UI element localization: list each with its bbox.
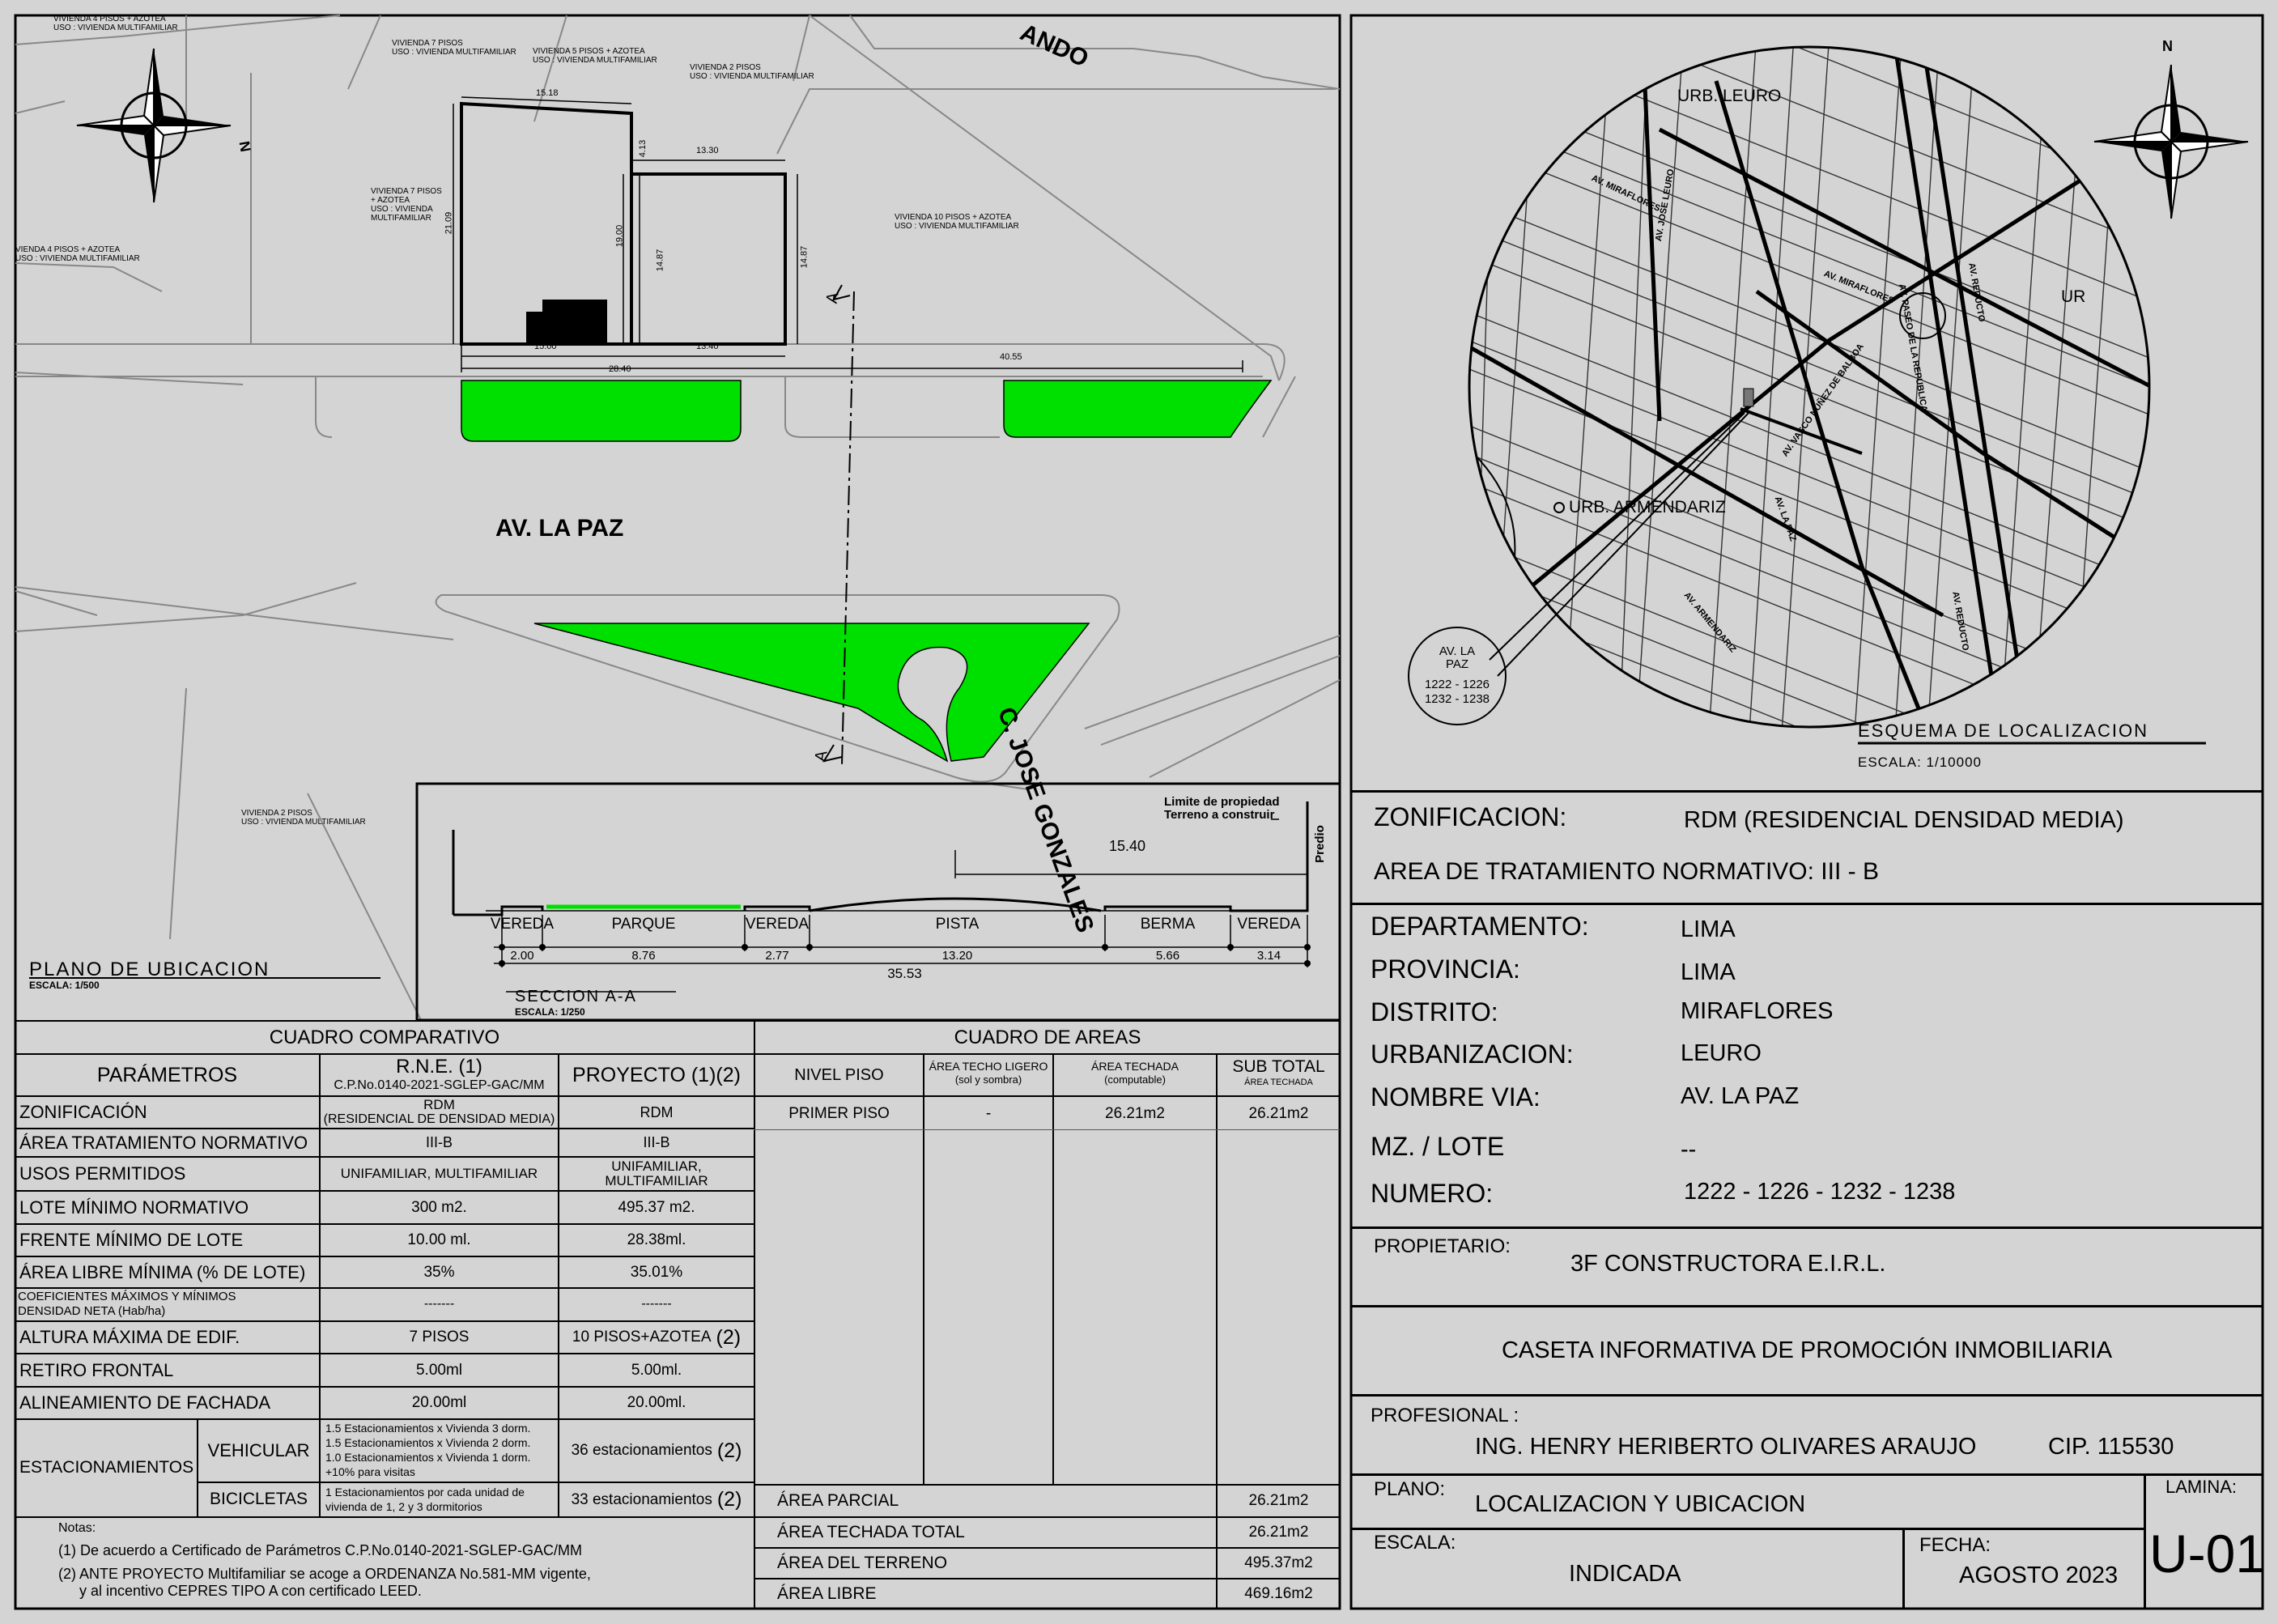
street-av-la-paz: AV. LA PAZ <box>495 515 624 542</box>
loc-street-balboa: AV. VASCO NUÑEZ DE BALBOA <box>1780 342 1866 459</box>
areas-techada-total-value: 26.21m2 <box>1248 1524 1309 1541</box>
dim-15-00: 15.00 <box>534 342 557 351</box>
dim-40-55: 40.55 <box>1000 352 1022 362</box>
info-nombre-via-value: AV. LA PAZ <box>1681 1083 1800 1109</box>
section-dim-4: 13.20 <box>941 949 973 963</box>
plan-label-v7b-4: MULTIFAMILIAR <box>371 214 431 223</box>
areas-header-techada: ÁREA TECHADA <box>1091 1059 1179 1073</box>
info-profesional-label: PROFESIONAL : <box>1371 1405 1519 1426</box>
loc-callout-2: PAZ <box>1445 657 1469 672</box>
info-numero-label: NUMERO: <box>1371 1179 1494 1208</box>
rne-alineamiento: 20.00ml <box>411 1394 467 1412</box>
plan-label-v2b: VIVIENDA 2 PISOS <box>241 809 312 818</box>
note-2b: y al incentivo CEPRES TIPO A con certificado LEED. <box>79 1583 422 1599</box>
param-vehicular: VEHICULAR <box>207 1440 310 1461</box>
info-distrito-label: DISTRITO: <box>1371 997 1498 1027</box>
loc-scale: ESCALA: 1/10000 <box>1858 755 1982 770</box>
areas-row-nivel: PRIMER PISO <box>788 1105 890 1123</box>
note-1: (1) De acuerdo a Certificado de Parámetros C.P.No.0140-2021-SGLEP-GAC/MM <box>58 1542 582 1558</box>
dim-19-00: 19.00 <box>614 224 625 248</box>
dim-4-13: 4.13 <box>638 139 648 158</box>
section-dim-top: 15.40 <box>1109 838 1146 854</box>
info-lamina-value: U-01 <box>2149 1524 2266 1584</box>
proj-retiro: 5.00ml. <box>631 1361 682 1379</box>
section-part-vereda-1: VEREDA <box>490 916 555 933</box>
areas-row-ligero: - <box>985 1105 992 1123</box>
param-coeficientes: COEFICIENTES MÁXIMOS Y MÍNIMOS <box>18 1290 236 1304</box>
proj-lote: 495.37 m2. <box>618 1198 695 1216</box>
areas-row-techada: 26.21m2 <box>1105 1105 1165 1123</box>
dim-13-30: 13.30 <box>696 146 719 155</box>
proj-vehicular-value: 36 estacionamientos <box>571 1442 712 1460</box>
plan-label-v5: VIVIENDA 5 PISOS + AZOTEA <box>533 47 645 56</box>
section-dim-2: 8.76 <box>631 949 656 963</box>
rne-bic-2: vivienda de 1, 2 y 3 dormitorios <box>325 1499 482 1513</box>
section-mark-bottom: A <box>811 749 831 763</box>
info-project-name: CASETA INFORMATIVA DE PROMOCIÓN INMOBILIARIA <box>1501 1337 2113 1364</box>
info-numero-value: 1222 - 1226 - 1232 - 1238 <box>1684 1179 1956 1205</box>
street-jose-gonzales: C. JOSE GONZALES <box>992 704 1099 937</box>
loc-street-lapaz: AV. LA PAZ <box>1772 495 1798 543</box>
comparativo-header-rne-cert: C.P.No.0140-2021-SGLEP-GAC/MM <box>334 1078 545 1092</box>
param-estacionamientos: ESTACIONAMIENTOS <box>19 1458 194 1477</box>
proj-bicicletas <box>559 1483 754 1516</box>
param-alineamiento: ALINEAMIENTO DE FACHADA <box>19 1392 271 1414</box>
proj-alineamiento: 20.00ml. <box>627 1394 686 1412</box>
plan-label-v7b-2: + AZOTEA <box>371 196 410 205</box>
section-dim-total: 35.53 <box>887 966 922 982</box>
plan-label-v4-uso: USO : VIVIENDA MULTIFAMILIAR <box>15 254 140 263</box>
rne-zonificacion: RDM <box>423 1097 455 1113</box>
section-title: SECCION A-A <box>515 988 637 1005</box>
comparativo-header-proyecto: PROYECTO (1)(2) <box>572 1063 741 1086</box>
proj-bicicletas-note: (2) <box>716 1488 742 1511</box>
dim-15-18: 15.18 <box>536 88 559 98</box>
param-densidad: DENSIDAD NETA (Hab/ha) <box>18 1304 166 1319</box>
areas-header-techada-sub: (computable) <box>1104 1073 1166 1086</box>
info-fecha-label: FECHA: <box>1919 1534 1991 1556</box>
loc-street-reducto-2: AV. REDUCTO <box>1950 590 1970 652</box>
param-altura: ALTURA MÁXIMA DE EDIF. <box>19 1327 240 1348</box>
loc-urb-partial: UR <box>2061 287 2086 306</box>
plan-label-v7b-1: VIVIENDA 7 PISOS <box>371 187 442 196</box>
proj-densidad: ------- <box>641 1297 672 1312</box>
proj-altura <box>559 1322 754 1353</box>
rne-area-libre: 35% <box>423 1263 455 1281</box>
dim-28-40: 28.40 <box>609 364 631 374</box>
loc-street-reducto-1: AV. REDUCTO <box>1966 261 1987 323</box>
section-part-vereda-3: VEREDA <box>1237 916 1301 933</box>
info-distrito-value: MIRAFLORES <box>1681 998 1834 1024</box>
info-departamento-label: DEPARTAMENTO: <box>1371 912 1589 941</box>
areas-terreno-value: 495.37m2 <box>1244 1554 1313 1572</box>
info-zonificacion-label: ZONIFICACION: <box>1374 802 1567 831</box>
proj-vehicular <box>559 1420 754 1482</box>
proj-zonificacion: RDM <box>640 1103 674 1120</box>
param-frente: FRENTE MÍNIMO DE LOTE <box>19 1230 244 1251</box>
notes-title: Notas: <box>58 1521 96 1535</box>
plan-label-v10: VIVIENDA 10 PISOS + AZOTEA <box>895 213 1012 222</box>
info-escala-value: INDICADA <box>1569 1561 1681 1587</box>
plan-label-v7a: VIVIENDA 7 PISOS <box>392 39 463 48</box>
info-nombre-via-label: NOMBRE VIA: <box>1371 1082 1541 1112</box>
loc-street-miraflores-1: AV. MIRAFLORES <box>1589 173 1662 214</box>
proj-area-libre: 35.01% <box>630 1263 683 1281</box>
areas-header-ligero-sub: (sol y sombra) <box>954 1073 1022 1086</box>
info-provincia-value: LIMA <box>1681 959 1736 985</box>
proj-altura-value: 10 PISOS+AZOTEA <box>572 1329 712 1346</box>
note-2a: (2) ANTE PROYECTO Multifamiliar se acoge a ORDENANZA No.581-MM vigente, <box>58 1566 591 1582</box>
comparativo-header-param: PARÁMETROS <box>96 1063 238 1086</box>
info-mz-lote-label: MZ. / LOTE <box>1371 1132 1505 1161</box>
info-cip: CIP. 115530 <box>2048 1434 2174 1460</box>
rne-veh-4: +10% para visitas <box>325 1465 415 1479</box>
rne-atn: III-B <box>425 1134 453 1151</box>
loc-street-paseo: AV. PASEO DE LA REPUBLICA <box>1897 283 1929 413</box>
info-propietario-value: 3F CONSTRUCTORA E.I.R.L. <box>1570 1251 1886 1277</box>
proj-vehicular-note: (2) <box>716 1439 742 1462</box>
param-lote: LOTE MÍNIMO NORMATIVO <box>19 1197 249 1218</box>
section-dim-1: 2.00 <box>510 949 534 963</box>
plan-label-v7b-3: USO : VIVIENDA <box>371 205 433 214</box>
section-part-vereda-2: VEREDA <box>745 916 810 933</box>
comparativo-title: CUADRO COMPARATIVO <box>269 1026 500 1048</box>
info-lamina-label: LAMINA: <box>2165 1477 2238 1497</box>
section-dim-6: 3.14 <box>1256 949 1281 963</box>
info-plano-value: LOCALIZACION Y UBICACION <box>1475 1491 1806 1517</box>
info-fecha-value: AGOSTO 2023 <box>1959 1562 2119 1588</box>
info-zonificacion-value: RDM (RESIDENCIAL DENSIDAD MEDIA) <box>1684 807 2124 833</box>
street-top: ANDO <box>1016 19 1093 73</box>
section-part-berma: BERMA <box>1140 916 1196 933</box>
rne-altura: 7 PISOS <box>409 1329 470 1346</box>
areas-header-nivel: NIVEL PISO <box>794 1065 884 1084</box>
info-profesional-value: ING. HENRY HERIBERTO OLIVARES ARAUJO <box>1475 1434 1977 1460</box>
section-limit-1: Limite de propiedad <box>1164 795 1280 809</box>
plan-label-v4-top: VIVIENDA 4 PISOS + AZOTEA <box>53 15 166 23</box>
plan-scale: ESCALA: 1/500 <box>29 980 100 991</box>
north-label-right: N <box>2162 38 2173 54</box>
loc-urb-leuro: URB. LEURO <box>1677 87 1782 105</box>
info-urbanizacion-value: LEURO <box>1681 1040 1762 1066</box>
info-propietario-label: PROPIETARIO: <box>1374 1235 1511 1257</box>
rne-densidad: ------- <box>423 1297 455 1312</box>
plan-label-v2b-uso: USO : VIVIENDA MULTIFAMILIAR <box>241 818 366 827</box>
plan-label-uso-top: USO : VIVIENDA MULTIFAMILIAR <box>53 23 178 32</box>
plan-label-v5-uso: USO : VIVIENDA MULTIFAMILIAR <box>533 56 657 65</box>
loc-callout-3: 1222 - 1226 <box>1424 678 1490 692</box>
comparativo-header-rne: R.N.E. (1) <box>396 1056 482 1078</box>
info-escala-label: ESCALA: <box>1374 1532 1456 1554</box>
section-part-pista: PISTA <box>935 916 980 933</box>
areas-parcial-label: ÁREA PARCIAL <box>777 1490 899 1510</box>
areas-row-subtotal: 26.21m2 <box>1248 1105 1309 1123</box>
param-bicicletas: BICICLETAS <box>210 1490 308 1509</box>
proj-frente: 28.38ml. <box>627 1231 686 1249</box>
loc-urb-armendariz: URB. ARMENDARIZ <box>1569 498 1726 517</box>
loc-street-jose-leuro: AV. JOSE LEURO <box>1653 168 1677 243</box>
rne-frente: 10.00 ml. <box>407 1231 471 1249</box>
dim-21-09: 21.09 <box>444 211 454 235</box>
areas-libre-label: ÁREA LIBRE <box>777 1584 877 1603</box>
dim-13-40: 13.40 <box>696 342 719 351</box>
param-retiro: RETIRO FRONTAL <box>19 1359 174 1380</box>
rne-veh-3: 1.0 Estacionamientos x Vivienda 1 dorm. <box>325 1451 531 1465</box>
proj-altura-note: (2) <box>716 1325 742 1349</box>
rne-usos: UNIFAMILIAR, MULTIFAMILIAR <box>340 1166 538 1182</box>
param-zonificacion: ZONIFICACIÓN <box>19 1102 147 1123</box>
section-predio: Predio <box>1312 825 1327 863</box>
rne-veh-2: 1.5 Estacionamientos x Vivienda 2 dorm. <box>325 1436 531 1450</box>
section-scale: ESCALA: 1/250 <box>515 1006 585 1018</box>
proj-bicicletas-value: 33 estacionamientos <box>571 1490 712 1508</box>
areas-header-ligero: ÁREA TECHO LIGERO <box>929 1059 1048 1073</box>
section-mark-top: A <box>822 291 843 305</box>
rne-retiro: 5.00ml <box>415 1361 463 1379</box>
info-provincia-label: PROVINCIA: <box>1371 954 1520 984</box>
plan-label-v4: VIENDA 4 PISOS + AZOTEA <box>15 245 121 254</box>
dim-14-87-a: 14.87 <box>655 249 665 272</box>
proj-atn: III-B <box>643 1134 670 1151</box>
plan-label-v2a-uso: USO : VIVIENDA MULTIFAMILIAR <box>690 72 814 81</box>
dim-14-87-b: 14.87 <box>799 245 810 269</box>
section-part-parque: PARQUE <box>611 916 676 933</box>
info-plano-label: PLANO: <box>1374 1478 1446 1500</box>
loc-street-armendariz: AV. ARMENDARIZ <box>1681 590 1738 655</box>
areas-header-subtotal: SUB TOTAL <box>1232 1056 1325 1076</box>
info-departamento-value: LIMA <box>1681 916 1736 942</box>
rne-bic-1: 1 Estacionamientos por cada unidad de <box>325 1485 525 1499</box>
loc-title: ESQUEMA DE LOCALIZACION <box>1858 721 2148 741</box>
loc-callout-1: AV. LA <box>1439 644 1476 659</box>
info-mz-lote-value: -- <box>1681 1137 1697 1163</box>
plan-label-v10-uso: USO : VIVIENDA MULTIFAMILIAR <box>895 222 1019 231</box>
loc-callout-4: 1232 - 1238 <box>1424 692 1490 707</box>
areas-libre-value: 469.16m2 <box>1244 1585 1313 1603</box>
proj-usos: UNIFAMILIAR, MULTIFAMILIAR <box>605 1158 708 1188</box>
plan-label-v7a-uso: USO : VIVIENDA MULTIFAMILIAR <box>392 48 516 57</box>
section-dim-3: 2.77 <box>765 949 789 963</box>
areas-techada-total-label: ÁREA TECHADA TOTAL <box>777 1522 965 1541</box>
rne-lote: 300 m2. <box>411 1198 467 1216</box>
rne-veh-1: 1.5 Estacionamientos x Vivienda 3 dorm. <box>325 1422 531 1435</box>
section-limit-2: Terreno a construir <box>1164 808 1275 822</box>
north-label-left: N <box>236 139 254 154</box>
param-area-libre: ÁREA LIBRE MÍNIMA (% DE LOTE) <box>19 1261 306 1282</box>
info-urbanizacion-label: URBANIZACION: <box>1371 1039 1574 1069</box>
areas-terreno-label: ÁREA DEL TERRENO <box>777 1553 948 1572</box>
areas-parcial-value: 26.21m2 <box>1248 1492 1309 1510</box>
plan-label-v2a: VIVIENDA 2 PISOS <box>690 63 761 72</box>
param-atn: ÁREA TRATAMIENTO NORMATIVO <box>19 1132 308 1153</box>
plan-title: PLANO DE UBICACION <box>29 959 270 980</box>
loc-street-miraflores-2: AV. MIRAFLORES <box>1822 269 1896 306</box>
param-usos: USOS PERMITIDOS <box>19 1163 186 1184</box>
section-dim-5: 5.66 <box>1155 949 1180 963</box>
areas-title: CUADRO DE AREAS <box>954 1026 1141 1048</box>
areas-header-subtotal-sub: ÁREA TECHADA <box>1244 1078 1313 1088</box>
info-atn: AREA DE TRATAMIENTO NORMATIVO: III - B <box>1374 858 1879 885</box>
rne-zonificacion-desc: (RESIDENCIAL DE DENSIDAD MEDIA) <box>323 1112 555 1126</box>
